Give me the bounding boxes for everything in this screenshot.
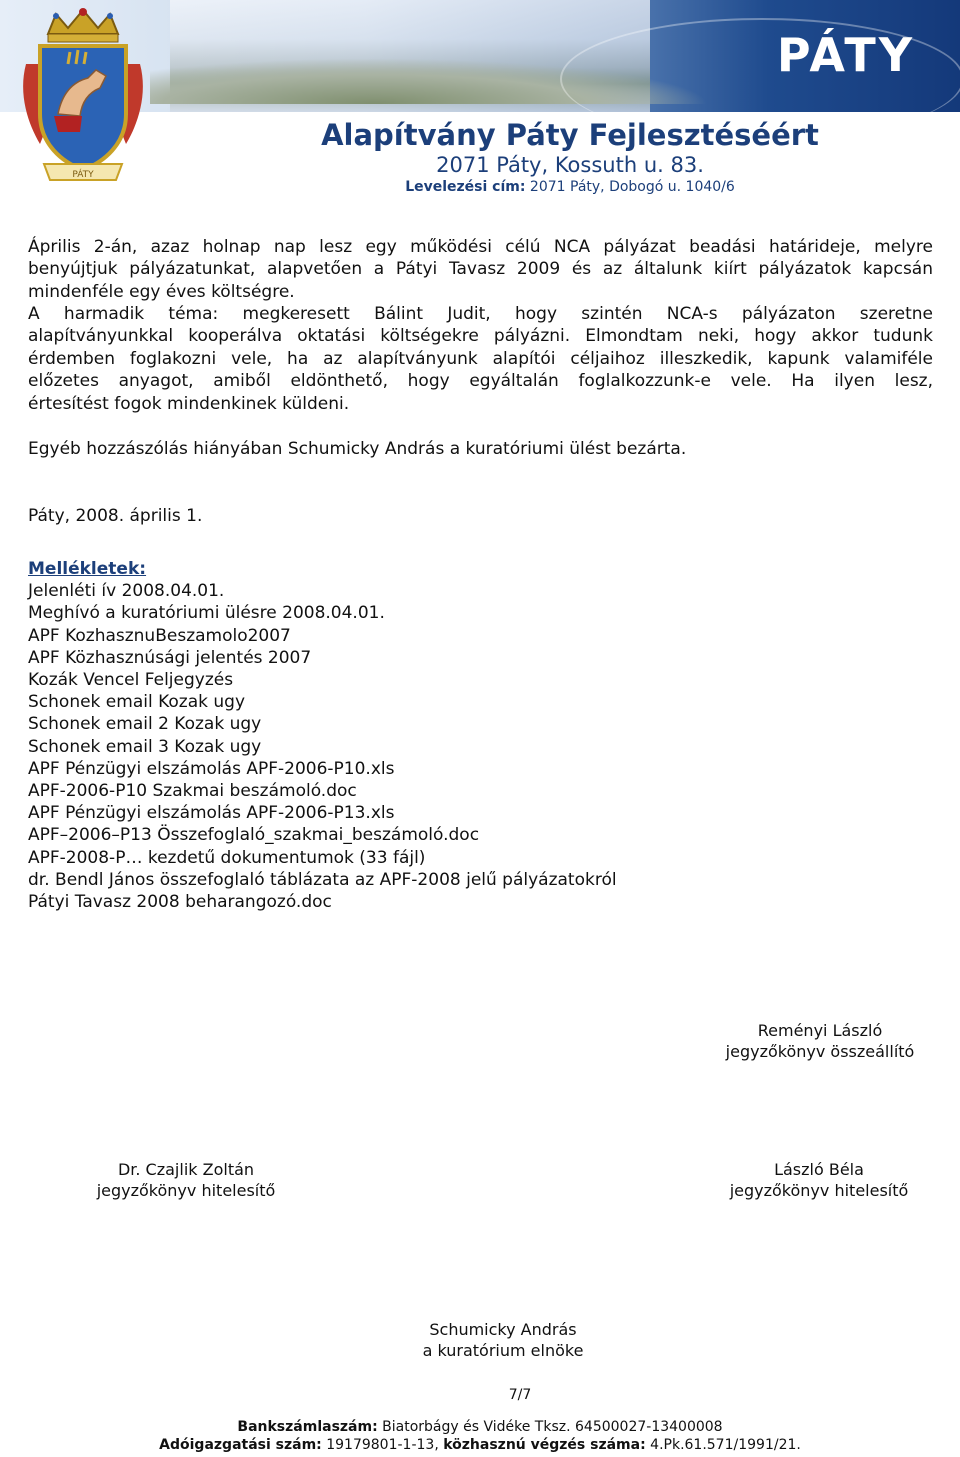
- closing-statement: Egyéb hozzászólás hiányában Schumicky András a kuratóriumi ülést bezárta.: [28, 439, 687, 459]
- paragraph-line: benyújtjuk pályázatunkat, alapvetően a Pátyi Tavasz 2009 és az általunk kiírt pályázatok kapcsán: [28, 259, 933, 280]
- attachment-item: Schonek email 2 Kozak ugy: [28, 714, 262, 735]
- attachment-item: Kozák Vencel Feljegyzés: [28, 670, 234, 691]
- mailing-address: [260, 179, 880, 195]
- attachment-item: APF Pénzügyi elszámolás APF-2006-P13.xls: [28, 803, 395, 824]
- signature-role: a kuratórium elnöke: [422, 1340, 584, 1360]
- place-and-date: Páty, 2008. április 1.: [28, 506, 203, 526]
- paragraph-line: mindenféle egy éves költségre.: [28, 281, 295, 302]
- signature-role: jegyzőkönyv hitelesítő: [96, 1180, 276, 1200]
- registration-label: közhasznú végzés száma:: [443, 1437, 646, 1453]
- attachment-item: APF-2008-P… kezdetű dokumentumok (33 fájl): [28, 847, 426, 868]
- organization-title: Alapítvány Páty Fejlesztéséért: [321, 118, 819, 152]
- tax-number-label: Adóigazgatási szám:: [159, 1437, 322, 1453]
- registration-value: 4.Pk.61.571/1991/21.: [650, 1437, 801, 1453]
- paragraph-line: A harmadik téma: megkeresett Bálint Judit, hogy szintén NCA-s pályázaton szeretne: [28, 304, 933, 324]
- mailing-address-value: 2071 Páty, Dobogó u. 1040/6: [529, 179, 735, 195]
- crest-ribbon-text: PÁTY: [72, 170, 94, 180]
- paragraph-line: érdemben foglakozni vele, ha az alapítványunk alapítói céljaihoz illeszkedik, kapunk valamiféle: [28, 348, 933, 369]
- paragraph-line: értesítést fogok mindenkinek küldeni.: [28, 393, 350, 414]
- attachment-item: Schonek email Kozak ugy: [28, 692, 245, 713]
- attachment-item: APF–2006–P13 Összefoglaló_szakmai_beszámoló.doc: [28, 825, 480, 846]
- signature-witness-2: [689, 1160, 949, 1201]
- attachment-item: Pátyi Tavasz 2008 beharangozó.doc: [28, 892, 332, 913]
- attachment-item: APF KozhasznuBeszamolo2007: [28, 625, 291, 646]
- footer-tax-line: [0, 1437, 960, 1453]
- bank-account-value: Biatorbágy és Vidéke Tksz. 64500027-13400008: [382, 1419, 723, 1435]
- paragraph-line: Április 2-án, azaz holnap nap lesz egy működési célú NCA pályázat beadási határideje, melyre: [28, 237, 933, 257]
- signature-name: Dr. Czajlik Zoltán: [117, 1160, 255, 1179]
- signature-role: jegyzőkönyv összeállító: [725, 1041, 915, 1061]
- signature-recorder: [690, 1021, 950, 1062]
- attachment-item: Meghívó a kuratóriumi ülésre 2008.04.01.: [28, 603, 385, 624]
- signature-name: Reményi László: [757, 1021, 883, 1040]
- paragraph-third-topic: [28, 303, 933, 415]
- signature-role: jegyzőkönyv hitelesítő: [729, 1180, 909, 1200]
- attachment-item: Schonek email 3 Kozak ugy: [28, 736, 262, 757]
- signature-name: László Béla: [774, 1160, 864, 1179]
- attachments-heading: Mellékletek:: [28, 559, 147, 579]
- paragraph-nca-deadline: [28, 236, 933, 303]
- paragraph-line: előzetes anyagot, amiből eldönthető, hogy egyáltalán foglalkozzunk-e vele. Ha ilyen lesz,: [28, 371, 933, 392]
- page-number: 7/7: [508, 1387, 532, 1403]
- attachments-list: [28, 558, 617, 913]
- attachment-item: APF-2006-P10 Szakmai beszámoló.doc: [28, 781, 357, 802]
- signature-name: Schumicky András: [429, 1320, 577, 1339]
- paragraph-line: alapítványunkkal kooperálva oktatási költségekre pályázni. Elmondtam neki, hogy akkor tudunk: [28, 326, 933, 347]
- signature-witness-1: [56, 1160, 316, 1201]
- mailing-address-label: Levelezési cím:: [405, 179, 526, 195]
- attachment-item: APF Közhasznúsági jelentés 2007: [28, 647, 312, 668]
- attachment-item: Jelenléti ív 2008.04.01.: [28, 581, 225, 602]
- organization-address: 2071 Páty, Kossuth u. 83.: [436, 153, 704, 177]
- signature-chair: [373, 1320, 633, 1361]
- coat-of-arms-icon: [18, 4, 148, 192]
- brand-logo-text: PÁTY: [776, 28, 916, 82]
- tax-number-value: 19179801-1-13,: [326, 1437, 439, 1453]
- bank-account-label: Bankszámlaszám:: [237, 1419, 378, 1435]
- attachment-item: APF Pénzügyi elszámolás APF-2006-P10.xls: [28, 758, 395, 779]
- attachment-item: dr. Bendl János összefoglaló táblázata az APF-2008 jelű pályázatokról: [28, 869, 617, 890]
- footer-bank-line: [0, 1419, 960, 1435]
